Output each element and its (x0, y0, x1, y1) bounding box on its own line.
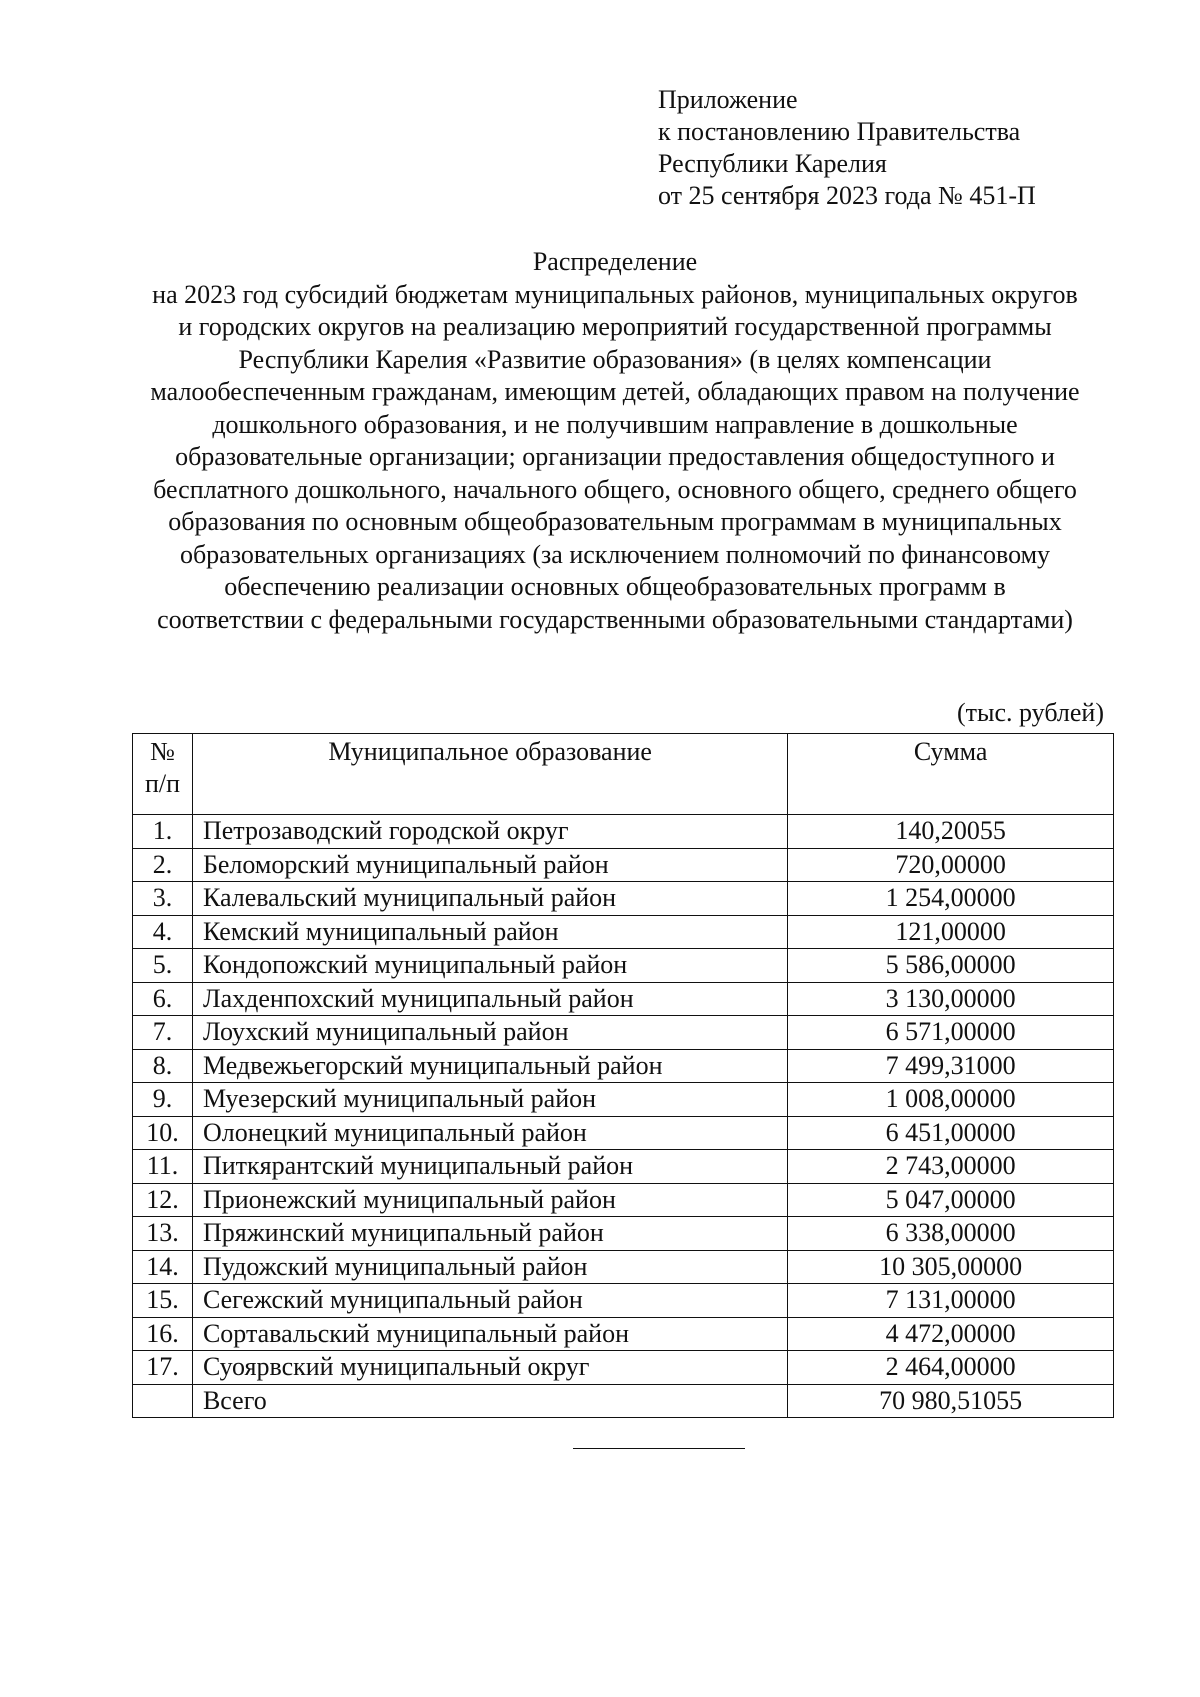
row-sum: 7 499,31000 (788, 1049, 1114, 1083)
document-title (150, 246, 1080, 636)
distribution-table (132, 733, 1114, 1418)
row-number: 15. (133, 1284, 193, 1318)
row-sum: 6 571,00000 (788, 1016, 1114, 1050)
table-row (133, 982, 1114, 1016)
row-number: 5. (133, 949, 193, 983)
row-sum: 121,00000 (788, 915, 1114, 949)
table-row (133, 1083, 1114, 1117)
row-number: 7. (133, 1016, 193, 1050)
table-header-row (133, 734, 1114, 815)
end-separator-line (573, 1448, 745, 1449)
row-sum: 5 586,00000 (788, 949, 1114, 983)
row-municipality: Пряжинский муниципальный район (192, 1217, 787, 1251)
row-municipality: Медвежьегорский муниципальный район (192, 1049, 787, 1083)
table-row (133, 1049, 1114, 1083)
row-number: 10. (133, 1116, 193, 1150)
row-number: 14. (133, 1250, 193, 1284)
header-num-line1: № (150, 737, 175, 766)
row-number: 2. (133, 848, 193, 882)
table-row (133, 1183, 1114, 1217)
table-row (133, 815, 1114, 849)
appendix-resolution: к постановлению Правительства (658, 117, 1021, 146)
table-body (133, 815, 1114, 1418)
row-number: 1. (133, 815, 193, 849)
row-sum: 3 130,00000 (788, 982, 1114, 1016)
row-municipality: Питкярантский муниципальный район (192, 1150, 787, 1184)
table-row (133, 848, 1114, 882)
units-label: (тыс. рублей) (956, 698, 1104, 727)
row-municipality: Прионежский муниципальный район (192, 1183, 787, 1217)
row-sum: 4 472,00000 (788, 1317, 1114, 1351)
header-num-line2: п/п (144, 769, 180, 798)
row-sum: 6 338,00000 (788, 1217, 1114, 1251)
row-number: 11. (133, 1150, 193, 1184)
row-municipality: Кемский муниципальный район (192, 915, 787, 949)
row-municipality: Калевальский муниципальный район (192, 882, 787, 916)
row-municipality: Муезерский муниципальный район (192, 1083, 787, 1117)
header-sum: Сумма (788, 734, 1114, 815)
row-number: 8. (133, 1049, 193, 1083)
row-sum: 10 305,00000 (788, 1250, 1114, 1284)
appendix-republic: Республики Карелия (658, 149, 887, 178)
row-sum: 2 464,00000 (788, 1351, 1114, 1385)
row-number: 4. (133, 915, 193, 949)
table-row (133, 1016, 1114, 1050)
row-municipality: Сортавальский муниципальный район (192, 1317, 787, 1351)
row-number: 9. (133, 1083, 193, 1117)
row-sum: 720,00000 (788, 848, 1114, 882)
appendix-block (658, 84, 1036, 212)
row-municipality: Лоухский муниципальный район (192, 1016, 787, 1050)
table-row (133, 1351, 1114, 1385)
table-row (133, 1317, 1114, 1351)
row-number: 16. (133, 1317, 193, 1351)
row-municipality: Всего (192, 1384, 787, 1418)
table-row (133, 949, 1114, 983)
table-row (133, 1250, 1114, 1284)
row-number: 17. (133, 1351, 193, 1385)
title-heading: Распределение (532, 247, 698, 276)
row-sum: 6 451,00000 (788, 1116, 1114, 1150)
appendix-label: Приложение (658, 85, 798, 114)
row-municipality: Сегежский муниципальный район (192, 1284, 787, 1318)
row-sum: 7 131,00000 (788, 1284, 1114, 1318)
row-municipality: Олонецкий муниципальный район (192, 1116, 787, 1150)
row-number: 3. (133, 882, 193, 916)
table-total-row (133, 1384, 1114, 1418)
table-row (133, 1116, 1114, 1150)
row-municipality: Петрозаводский городской округ (192, 815, 787, 849)
row-municipality: Пудожский муниципальный район (192, 1250, 787, 1284)
row-municipality: Кондопожский муниципальный район (192, 949, 787, 983)
row-municipality: Суоярвский муниципальный округ (192, 1351, 787, 1385)
appendix-date-number: от 25 сентября 2023 года № 451-П (658, 181, 1036, 210)
row-number (133, 1384, 193, 1418)
table-row (133, 1150, 1114, 1184)
row-sum: 1 008,00000 (788, 1083, 1114, 1117)
table-row (133, 915, 1114, 949)
table-row (133, 1217, 1114, 1251)
row-municipality: Беломорский муниципальный район (192, 848, 787, 882)
row-sum: 5 047,00000 (788, 1183, 1114, 1217)
table-row (133, 1284, 1114, 1318)
row-sum: 70 980,51055 (788, 1384, 1114, 1418)
table-row (133, 882, 1114, 916)
row-number: 13. (133, 1217, 193, 1251)
row-number: 12. (133, 1183, 193, 1217)
header-municipality: Муниципальное образование (192, 734, 787, 815)
row-municipality: Лахденпохский муниципальный район (192, 982, 787, 1016)
row-sum: 2 743,00000 (788, 1150, 1114, 1184)
title-subtitle: на 2023 год субсидий бюджетам муниципальных районов, муниципальных округов и городских округов на реализацию мероприятий государственной программы Республики Карелия «Развитие образования» (в целях компенсации малообеспеченным гражданам, имеющим детей, обладающих правом на получение дошкольного образования, и не получившим направление в дошкольные образовательные организации; организации предоставления общедоступного и бесплатного дошкольного, начального общего, основного общего, среднего общего образования по основным общеобразовательным программам в муниципальных образовательных организациях (за исключением полномочий по финансовому обеспечению реализации основных общеобразовательных программ в соответствии с федеральными государственными образовательными стандартами) (150, 279, 1080, 634)
header-num (133, 734, 193, 815)
row-number: 6. (133, 982, 193, 1016)
row-sum: 140,20055 (788, 815, 1114, 849)
row-sum: 1 254,00000 (788, 882, 1114, 916)
